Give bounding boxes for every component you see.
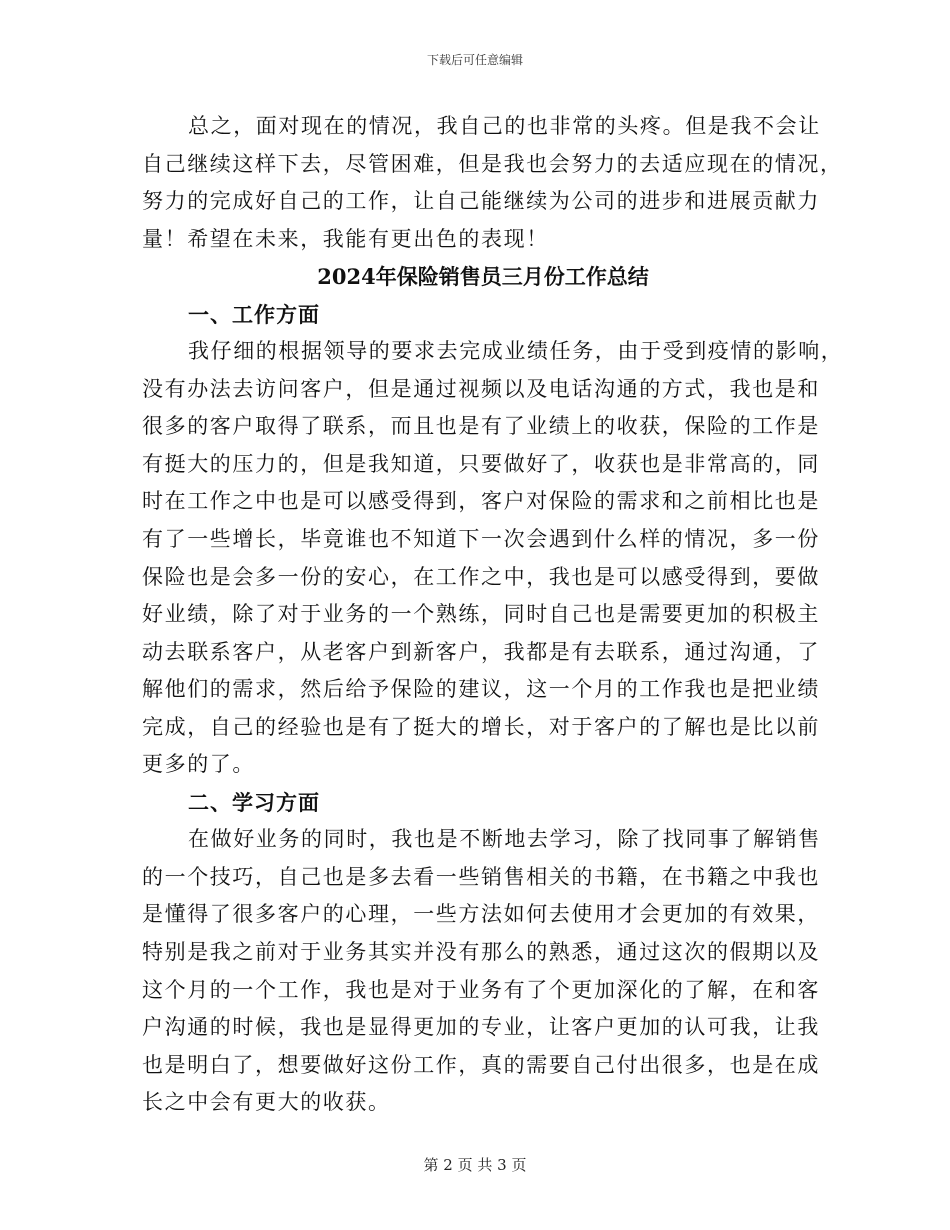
paragraph-line: 也是明白了，想要做好这份工作，真的需要自己付出很多，也是在成 [142,1052,820,1077]
paragraph-line: 总之，面对现在的情况，我自己的也非常的头疼。但是我不会让 [188,114,821,138]
section-heading-study: 二、学习方面 [188,789,320,815]
paragraph-line: 努力的完成好自己的工作，让自己能继续为公司的进步和进展贡献力 [142,189,820,214]
paragraph-line: 特别是我之前对于业务其实并没有那么的熟悉，通过这次的假期以及 [142,940,820,965]
paragraph-line: 更多的了。 [142,752,255,777]
paragraph-line: 我仔细的根据领导的要求去完成业绩任务，由于受到疫情的影响， [188,339,844,364]
paragraph-line: 的一个技巧，自己也是多去看一些销售相关的书籍，在书籍之中我也 [142,864,820,889]
paragraph-line: 完成，自己的经验也是有了挺大的增长，对于客户的了解也是比以前 [142,714,820,739]
page-header: 下载后可任意编辑 [426,53,523,67]
paragraph-line: 时在工作之中也是可以感受得到，客户对保险的需求和之前相比也是 [142,489,820,514]
paragraph-line: 在做好业务的同时，我也是不断地去学习，除了找同事了解销售 [188,827,821,852]
section-heading-work: 一、工作方面 [188,301,320,327]
paragraph-line: 解他们的需求，然后给予保险的建议，这一个月的工作我也是把业绩 [142,677,820,702]
paragraph-line: 量！希望在未来，我能有更出色的表现！ [142,226,549,251]
paragraph-line: 户沟通的时候，我也是显得更加的专业，让客户更加的认可我，让我 [142,1015,820,1040]
paragraph-line: 动去联系客户，从老客户到新客户，我都是有去联系，通过沟通，了 [142,639,820,664]
paragraph-line: 这个月的一个工作，我也是对于业务有了个更加深化的了解，在和客 [142,977,820,1002]
paragraph-line: 有挺大的压力的，但是我知道，只要做好了，收获也是非常高的，同 [142,451,820,476]
paragraph-line: 很多的客户取得了联系，而且也是有了业绩上的收获，保险的工作是 [142,414,820,439]
paragraph-line: 没有办法去访问客户，但是通过视频以及电话沟通的方式，我也是和 [142,376,820,401]
paragraph-line: 保险也是会多一份的安心，在工作之中，我也是可以感受得到，要做 [142,564,820,589]
paragraph-line: 有了一些增长，毕竟谁也不知道下一次会遇到什么样的情况，多一份 [142,527,820,552]
document-body [142,108,844,1122]
document-title: 2024年保险销售员三月份工作总结 [317,264,649,290]
page-footer: 第 2 页 共 3 页 [423,1156,527,1174]
paragraph-line: 是懂得了很多客户的心理，一些方法如何去使用才会更加的有效果， [142,902,820,927]
paragraph-line: 长之中会有更大的收获。 [142,1090,391,1115]
paragraph-line: 好业绩，除了对于业务的一个熟练，同时自己也是需要更加的积极主 [142,602,820,627]
paragraph-line: 自己继续这样下去，尽管困难，但是我也会努力的去适应现在的情况， [142,151,843,176]
